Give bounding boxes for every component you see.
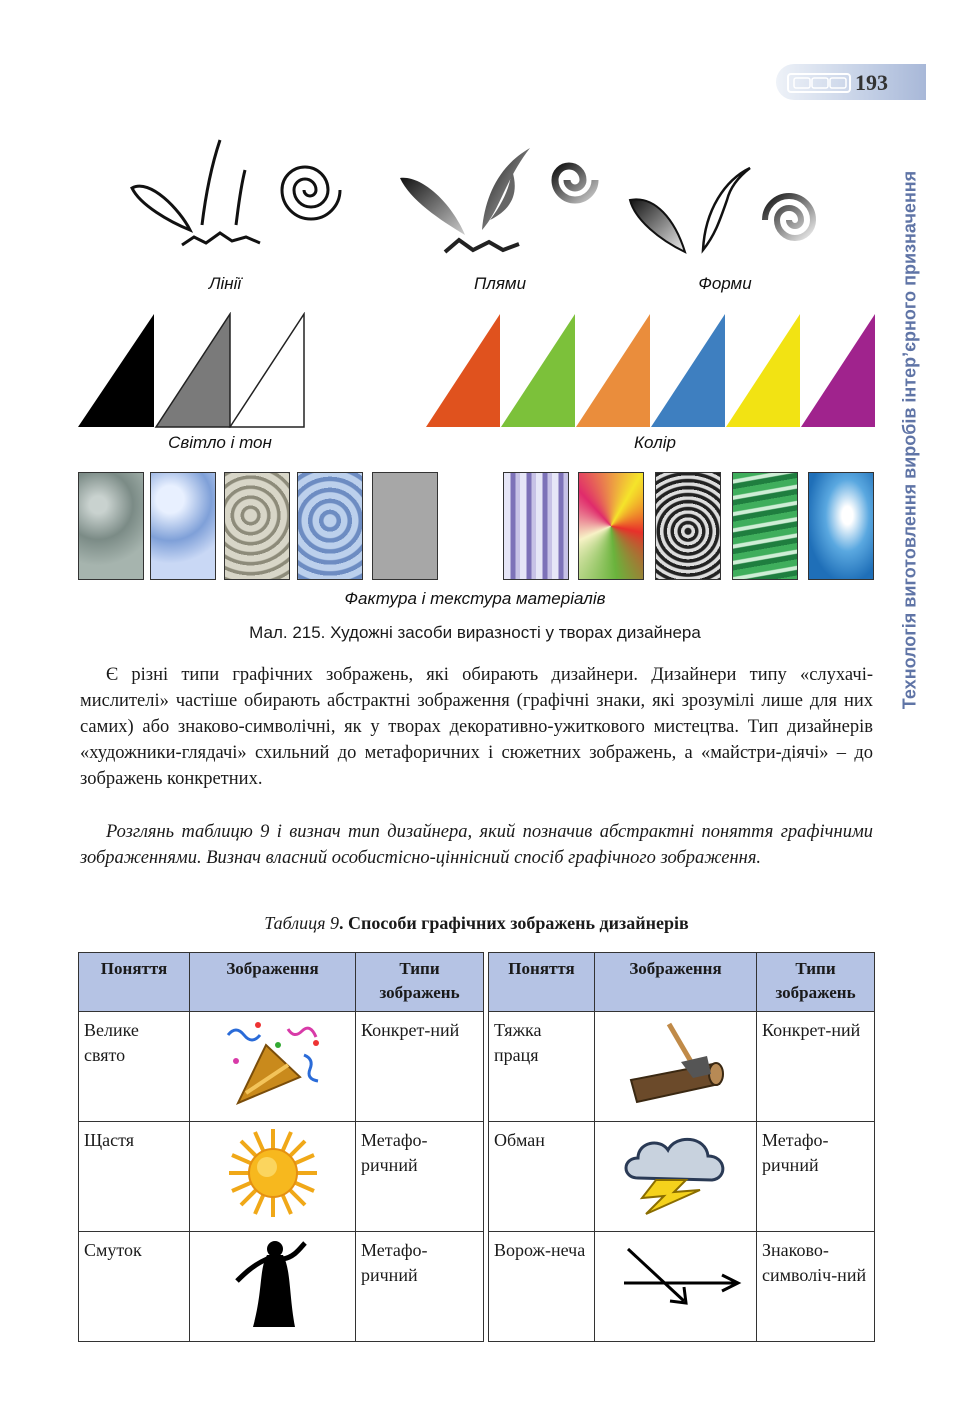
concept-cell: Смуток [79, 1232, 190, 1342]
table-row [489, 1232, 875, 1342]
table-row [79, 1232, 484, 1342]
table-header [79, 953, 484, 1012]
image-cell [595, 1232, 757, 1342]
concept-cell: Ворож-неча [489, 1232, 595, 1342]
light-tone-triangles [78, 312, 308, 428]
texture-grey [372, 472, 438, 580]
color-triangle-4 [651, 314, 725, 427]
header-type: Типи зображень [356, 953, 484, 1012]
lines-illustration [120, 130, 360, 260]
texture-lichen [224, 472, 290, 580]
concept-cell: Велике свято [79, 1012, 190, 1122]
mourning-figure-icon [223, 1235, 323, 1331]
color-triangle-5 [726, 314, 800, 427]
type-cell: Метафо-ричний [757, 1122, 875, 1232]
type-cell: Метафо-ричний [356, 1122, 484, 1232]
texture-paint-splash [578, 472, 644, 580]
sun-icon [223, 1125, 323, 1221]
table-row [489, 1012, 875, 1122]
table-row [79, 1012, 484, 1122]
table-row [79, 1122, 484, 1232]
header-concept: Поняття [79, 953, 190, 1012]
label-light-tone: Світло і тон [168, 433, 272, 452]
texture-ripples [297, 472, 363, 580]
concept-cell: Щастя [79, 1122, 190, 1232]
color-triangle-1 [426, 314, 500, 427]
side-banner [880, 120, 940, 760]
page-number-tab [776, 64, 926, 100]
texture-blue-glass [808, 472, 874, 580]
type-cell: Конкрет-ний [356, 1012, 484, 1122]
color-triangles [426, 312, 878, 428]
type-cell: Знаково-символіч-ний [757, 1232, 875, 1342]
label-color: Колір [634, 433, 676, 452]
texture-spiral [655, 472, 721, 580]
sofa-icon [784, 68, 854, 96]
party-popper-icon [218, 1015, 328, 1111]
figure-caption: Мал. 215. Художні засоби виразності у творах дизайнера [249, 623, 701, 642]
image-cell [595, 1122, 757, 1232]
image-cell [190, 1232, 356, 1342]
side-title: Технологія виготовлення виробів інтер’єрного призначення [899, 170, 920, 710]
label-texture: Фактура і текстура матеріалів [344, 589, 606, 608]
paragraph-1: Є різні типи графічних зображень, які обирають дизайнери. Дизайнери типу «слухачі-мислителі» частіше обирають абстрактні зображення (графічні знаки, які зрозумілі лише для них самих) або знаково-символічні, як у творах декоративно-ужиткового мистецтва. Тип дизайнерів «художники-глядачі» схильний до метафоричних і сюжетних зображень, а «майстри-діячі» – до зображень конкретних. [80, 665, 873, 789]
type-cell: Конкрет-ний [757, 1012, 875, 1122]
image-cell [190, 1012, 356, 1122]
header-image: Зображення [190, 953, 356, 1012]
header-image: Зображення [595, 953, 757, 1012]
label-lines: Лінії [208, 274, 242, 293]
header-type: Типи зображень [757, 953, 875, 1012]
crossed-arrows-icon [606, 1243, 746, 1323]
axe-in-log-icon [621, 1018, 731, 1108]
color-triangle-2 [501, 314, 575, 427]
concept-cell: Обман [489, 1122, 595, 1232]
color-triangle-6 [801, 314, 875, 427]
label-spots: Плями [473, 274, 527, 293]
table-title: Таблиця 9. Способи графічних зображень дизайнерів [264, 913, 689, 933]
table-left [78, 952, 484, 1342]
page-number: 193 [855, 70, 888, 95]
texture-green-waves [732, 472, 798, 580]
texture-stripes-violet [503, 472, 569, 580]
concept-cell: Тяжка праця [489, 1012, 595, 1122]
forms-illustration [625, 160, 845, 260]
texture-blue-pillows [150, 472, 216, 580]
texture-marble [78, 472, 144, 580]
header-concept: Поняття [489, 953, 595, 1012]
label-forms: Форми [698, 274, 752, 293]
table-header [489, 953, 875, 1012]
color-triangle-3 [576, 314, 650, 427]
paragraph-2-task: Розглянь таблицю 9 і визнач тип дизайнера, який позначив абстрактні поняття графічними зображеннями. Визнач власний особистісно-ціннісний спосіб графічного зображення. [80, 822, 873, 868]
image-cell [595, 1012, 757, 1122]
type-cell: Метафо-ричний [356, 1232, 484, 1342]
table-right [488, 952, 875, 1342]
spots-illustration [390, 140, 630, 265]
table-row [489, 1122, 875, 1232]
storm-cloud-icon [616, 1128, 736, 1218]
image-cell [190, 1122, 356, 1232]
